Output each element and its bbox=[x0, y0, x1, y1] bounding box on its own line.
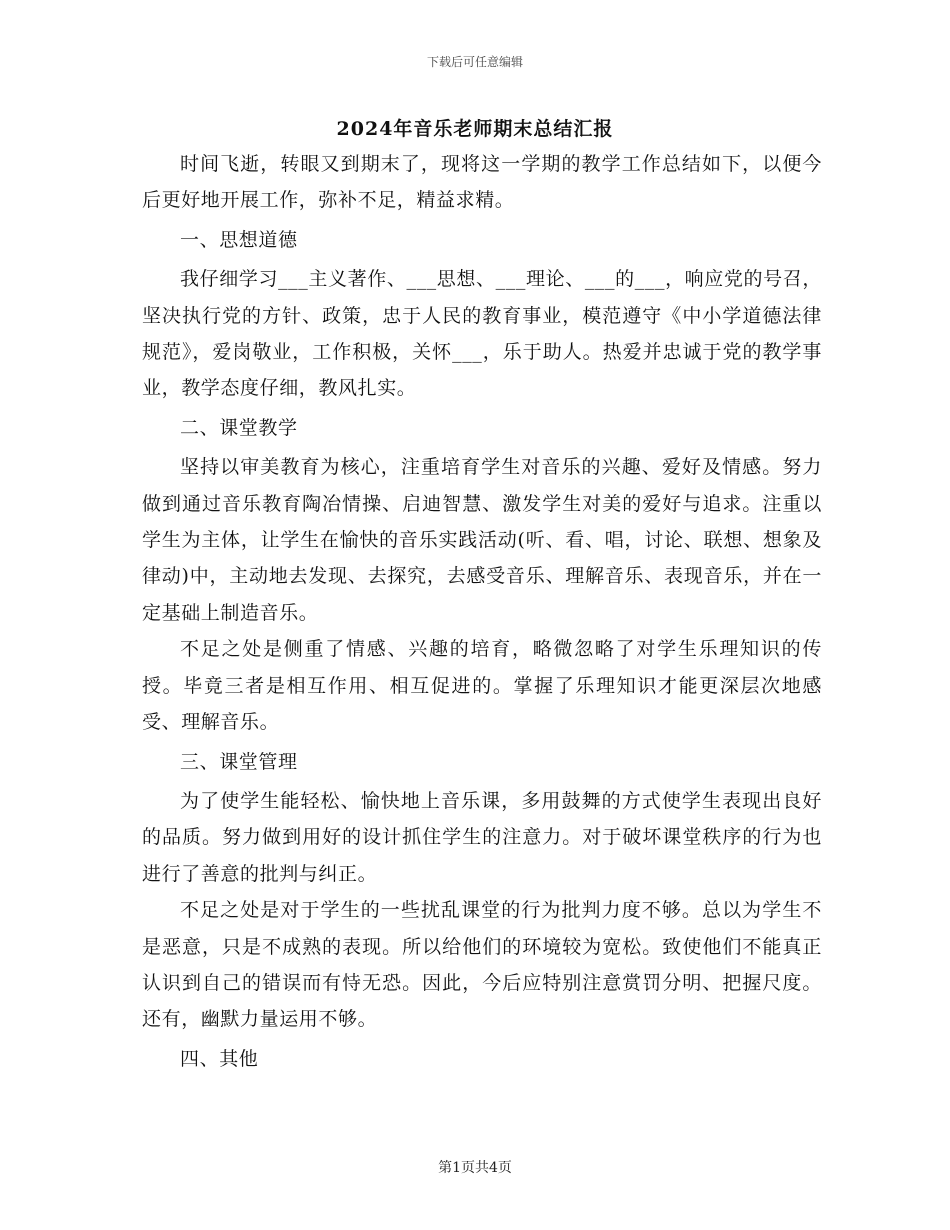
paragraph-management: 为了使学生能轻松、愉快地上音乐课，多用鼓舞的方式使学生表现出良好的品质。努力做到用好的设计抓住学生的注意力。对于破坏课堂秩序的行为也进行了善意的批判与纠正。 bbox=[142, 789, 822, 885]
paragraph-management-shortcoming: 不足之处是对于学生的一些扰乱课堂的行为批判力度不够。总以为学生不是恶意，只是不成熟的表现。所以给他们的环境较为宽松。致使他们不能真正认识到自己的错误而有恃无恐。因此，今后应特别注意赏罚分明、把握尺度。还有，幽默力量运用不够。 bbox=[142, 899, 822, 1031]
paragraph-teaching-shortcoming: 不足之处是侧重了情感、兴趣的培育，略微忽略了对学生乐理知识的传授。毕竟三者是相互作用、相互促进的。掌握了乐理知识才能更深层次地感受、理解音乐。 bbox=[142, 638, 822, 734]
section-heading-teaching: 二、课堂教学 bbox=[180, 416, 298, 439]
section-heading-other: 四、其他 bbox=[180, 1047, 259, 1070]
document-title: 2024年音乐老师期末总结汇报 bbox=[336, 118, 614, 140]
document-body bbox=[142, 146, 822, 1080]
paragraph-intro: 时间飞逝，转眼又到期末了，现将这一学期的教学工作总结如下，以便今后更好地开展工作，弥补不足，精益求精。 bbox=[142, 153, 822, 212]
paragraph-ideology: 我仔细学习___主义著作、___思想、___理论、___的___，响应党的号召，坚决执行党的方针、政策，忠于人民的教育事业，模范遵守《中小学道德法律规范》，爱岗敬业，工作积极，关怀___，乐于助人。热爱并忠诚于党的教学事业，教学态度仔细，教风扎实。 bbox=[142, 268, 822, 400]
paragraph-teaching: 坚持以审美教育为核心，注重培育学生对音乐的兴趣、爱好及情感。努力做到通过音乐教育陶冶情操、启迪智慧、激发学生对美的爱好与追求。注重以学生为主体，让学生在愉快的音乐实践活动(听、看、唱，讨论、联想、想象及律动)中，主动地去发现、去探究，去感受音乐、理解音乐、表现音乐，并在一定基础上制造音乐。 bbox=[142, 456, 822, 624]
page-number-footer: 第1页共4页 bbox=[438, 1160, 512, 1176]
header-note: 下载后可任意编辑 bbox=[426, 55, 523, 69]
section-heading-ideology: 一、思想道德 bbox=[180, 228, 298, 251]
section-heading-management: 三、课堂管理 bbox=[180, 750, 298, 773]
